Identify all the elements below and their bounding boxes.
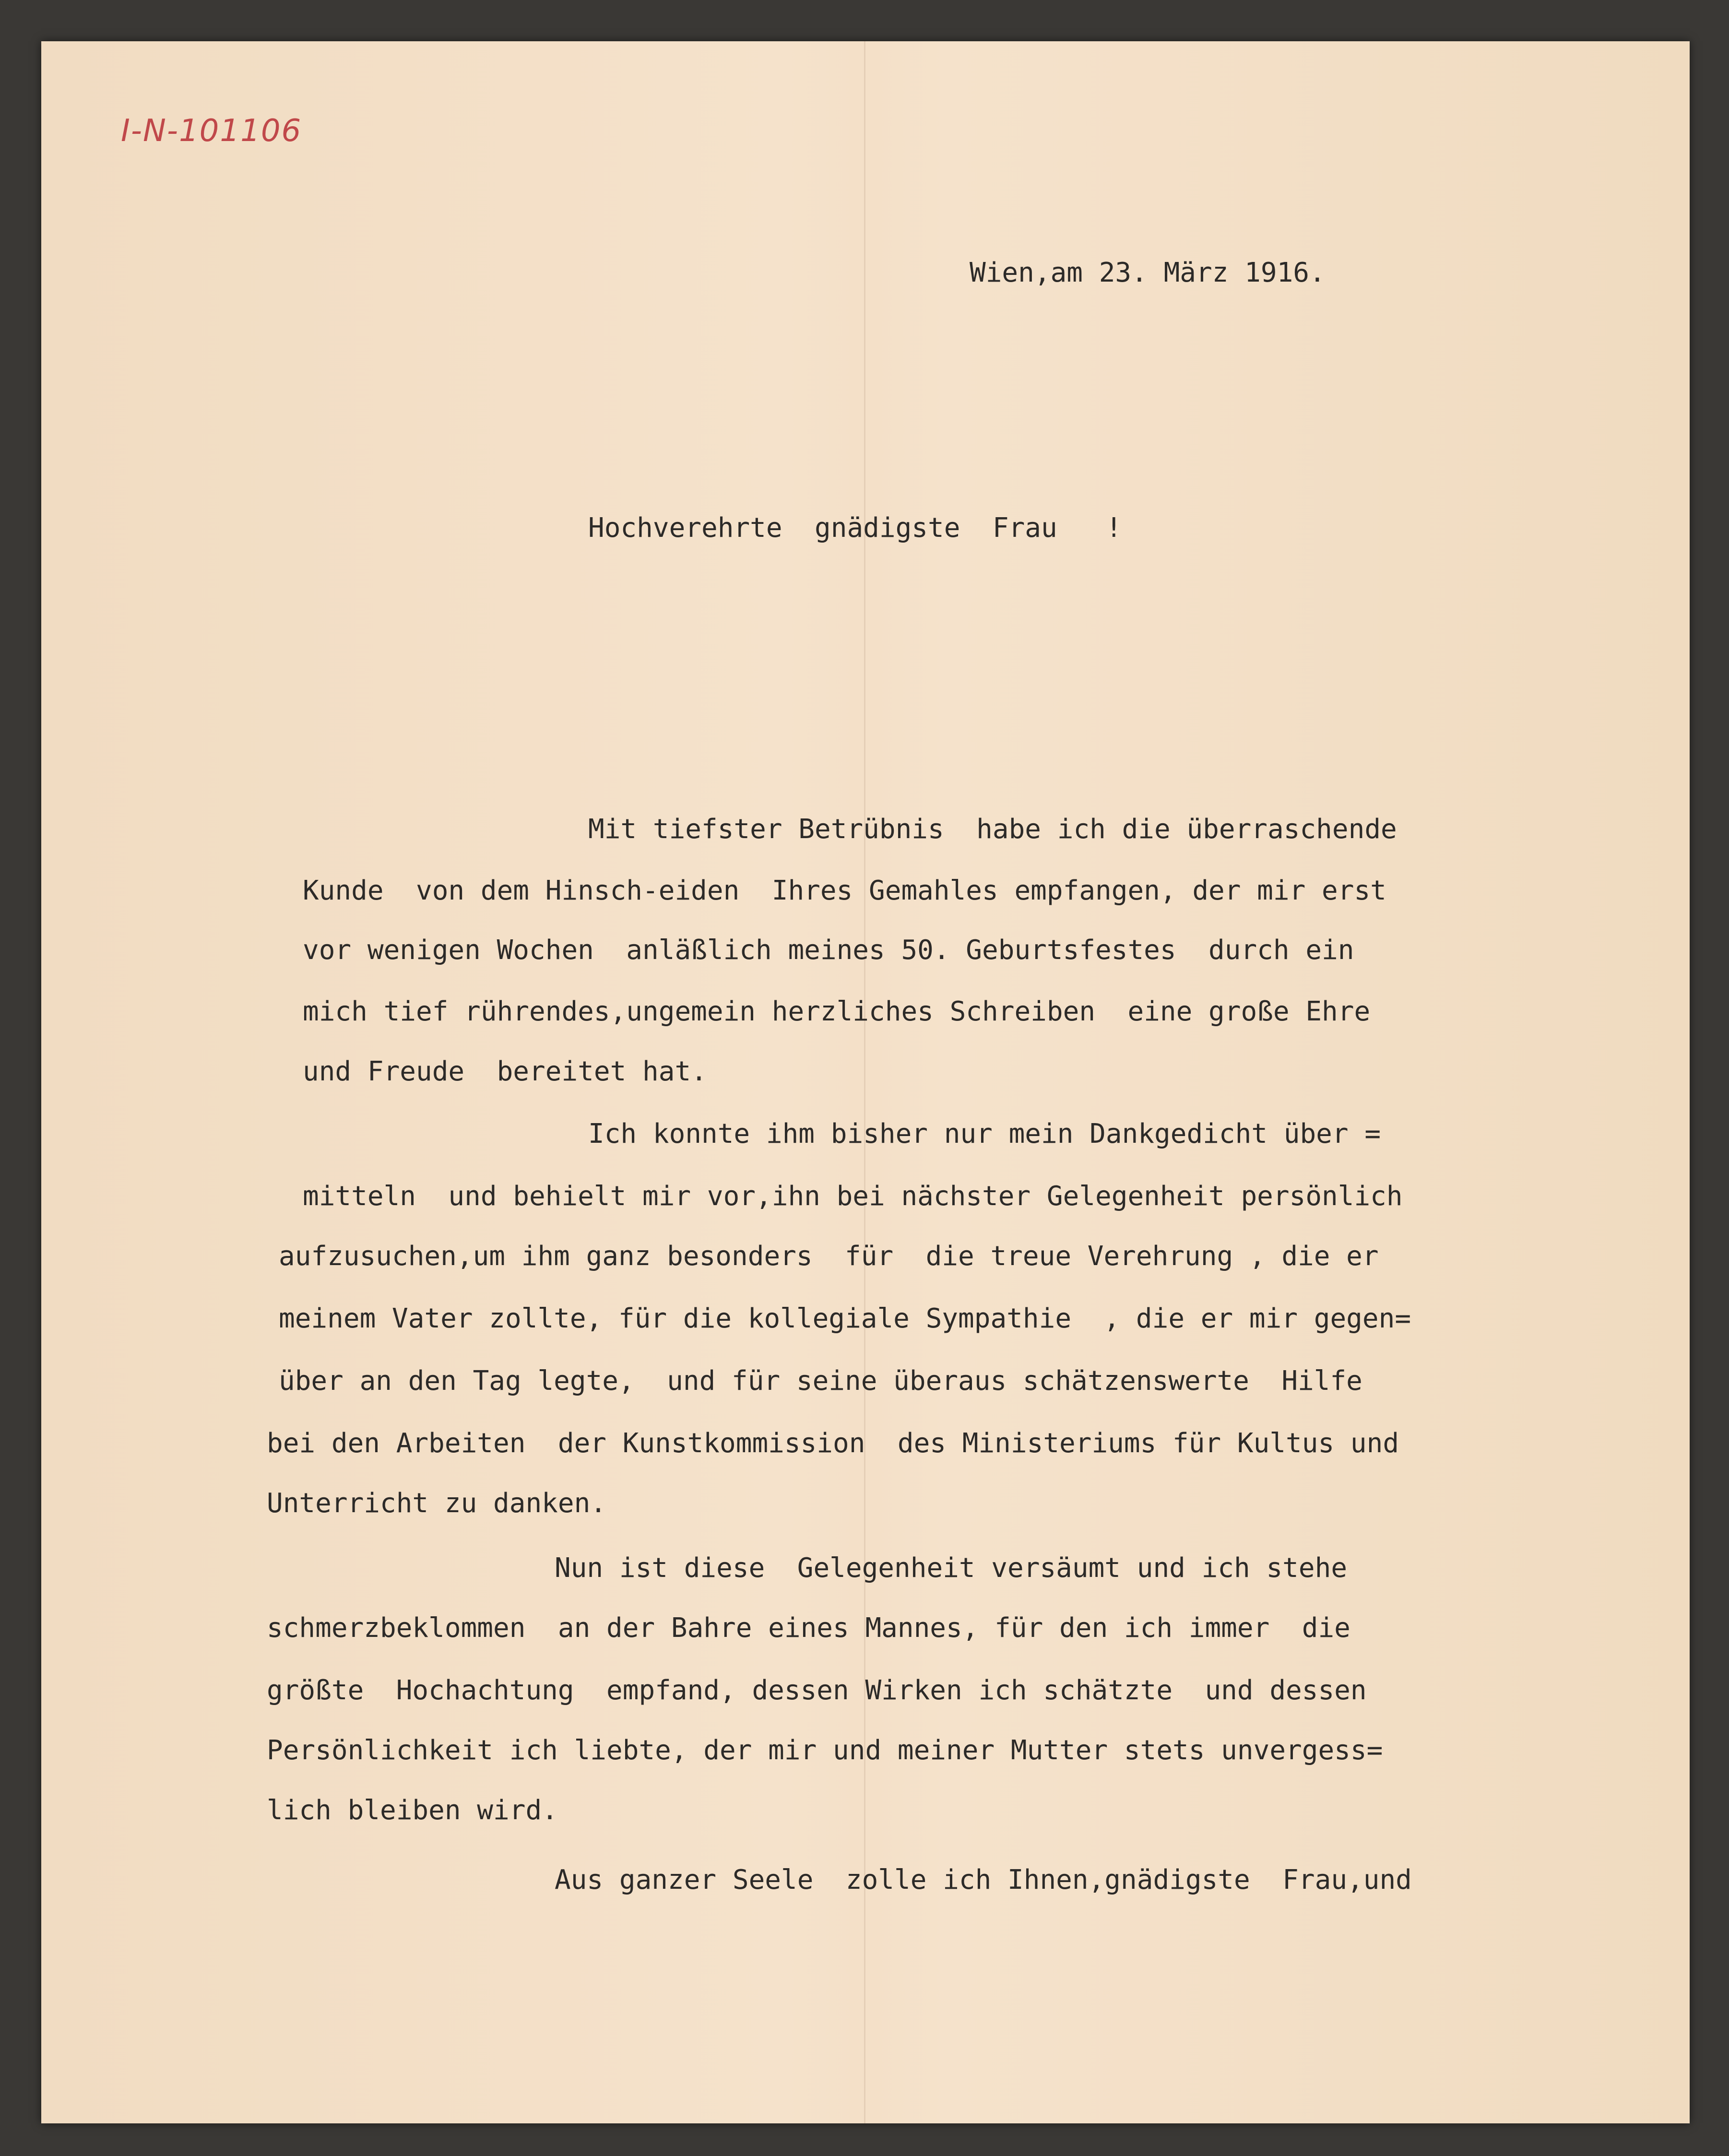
paragraph-1-line-5: und Freude bereitet hat.: [303, 1056, 707, 1087]
paragraph-3-line-2: schmerzbeklommen an der Bahre eines Mannes, für den ich immer die: [267, 1612, 1350, 1644]
archive-reference: I-N-101106: [121, 113, 302, 149]
paragraph-1-line-4: mich tief rührendes,ungemein herzliches Schreiben eine große Ehre: [303, 996, 1371, 1027]
paragraph-2-line-3: aufzusuchen,um ihm ganz besonders für die treue Verehrung , die er: [279, 1241, 1379, 1272]
paragraph-1-line-1: Mit tiefster Betrübnis habe ich die überraschende: [588, 814, 1397, 845]
paragraph-3-line-1: Nun ist diese Gelegenheit versäumt und ich stehe: [555, 1552, 1348, 1584]
paragraph-3-line-3: größte Hochachtung empfand, dessen Wirken ich schätzte und dessen: [267, 1675, 1367, 1706]
page-fold: [864, 41, 865, 2123]
paragraph-1-line-2: Kunde von dem Hinsch-eiden Ihres Gemahles empfangen, der mir erst: [303, 875, 1386, 906]
paragraph-3-line-5: lich bleiben wird.: [267, 1795, 558, 1826]
paragraph-1-line-3: vor wenigen Wochen anläßlich meines 50. Geburtsfestes durch ein: [303, 935, 1354, 966]
salutation: Hochverehrte gnädigste Frau !: [588, 512, 1122, 544]
paragraph-2-line-7: Unterricht zu danken.: [267, 1488, 607, 1519]
letter-page: [41, 41, 1690, 2123]
paragraph-2-line-4: meinem Vater zollte, für die kollegiale Sympathie , die er mir gegen=: [279, 1303, 1411, 1334]
paragraph-3-line-4: Persönlichkeit ich liebte, der mir und meiner Mutter stets unvergess=: [267, 1735, 1383, 1766]
letter-date: Wien,am 23. März 1916.: [970, 257, 1326, 288]
paragraph-2-line-6: bei den Arbeiten der Kunstkommission des Ministeriums für Kultus und: [267, 1428, 1399, 1459]
paragraph-2-line-5: über an den Tag legte, und für seine überaus schätzenswerte Hilfe: [279, 1365, 1362, 1397]
paragraph-2-line-1: Ich konnte ihm bisher nur mein Dankgedicht über =: [588, 1118, 1381, 1149]
paragraph-4-line-1: Aus ganzer Seele zolle ich Ihnen,gnädigste Frau,und: [555, 1864, 1412, 1895]
paragraph-2-line-2: mitteln und behielt mir vor,ihn bei nächster Gelegenheit persönlich: [303, 1181, 1403, 1212]
